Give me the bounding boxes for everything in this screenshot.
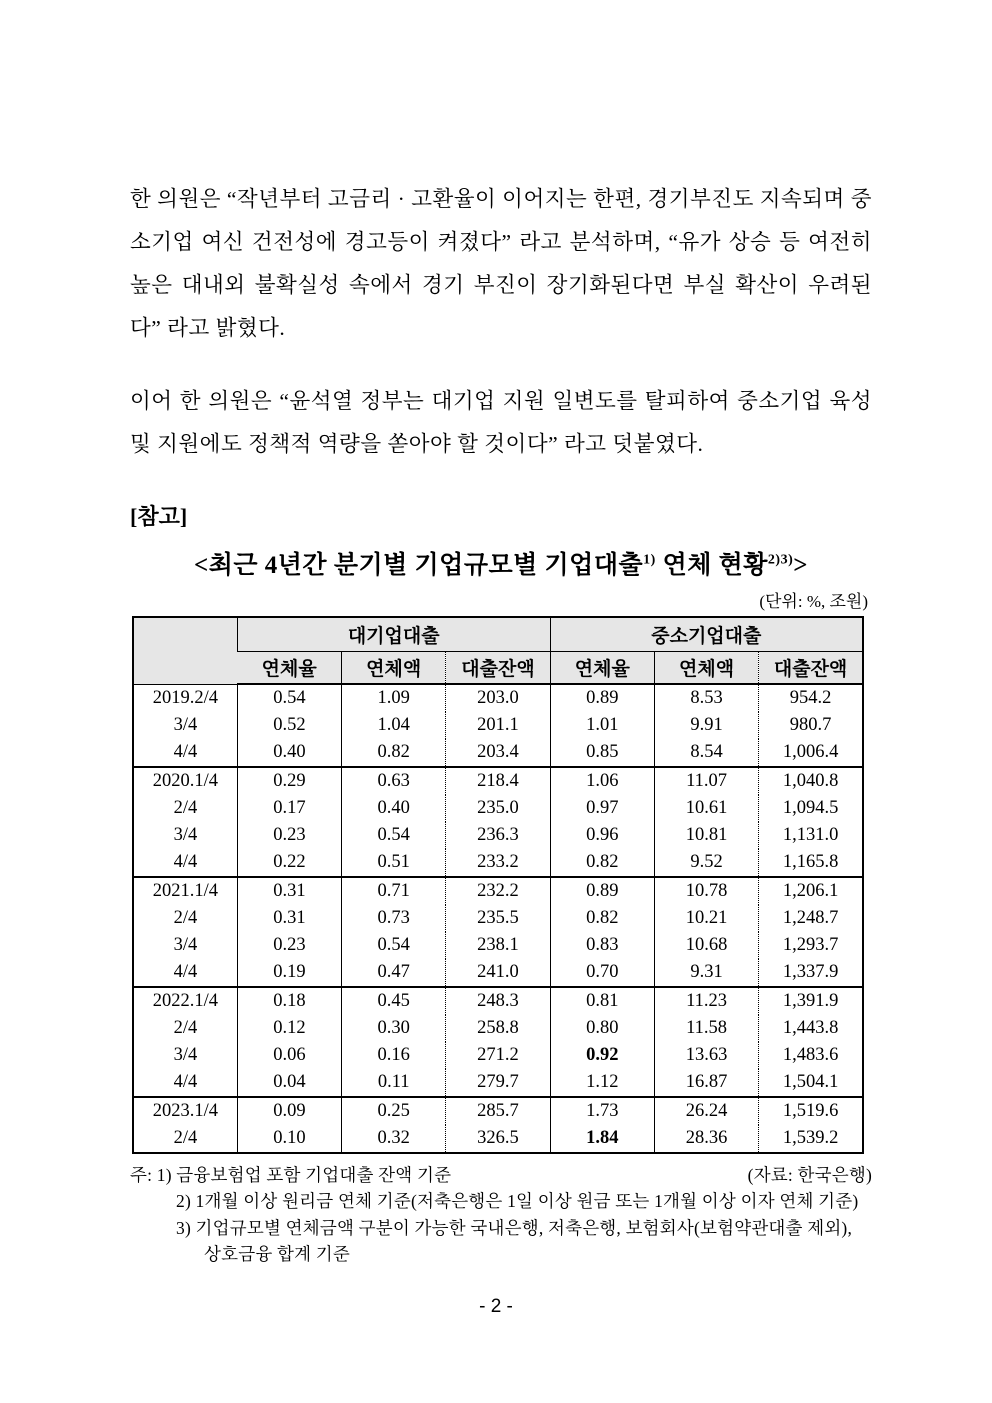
value-cell: 1,519.6 [759,1097,863,1125]
sub-header-sme-amount: 연체액 [654,652,758,685]
value-cell: 1,293.7 [759,932,863,959]
table-row [133,1125,863,1153]
table-title-prefix: <최근 4년간 분기별 기업규모별 기업대출 [193,552,644,579]
paragraph-statement: 이어 한 의원은 “윤석열 정부는 대기업 지원 일변도를 탈피하여 중소기업 육성 및 지원에도 정책적 역량을 쏟아야 할 것이다” 라고 덧붙였다. [130,389,872,456]
value-cell: 0.04 [237,1069,341,1097]
value-cell: 0.54 [342,822,446,849]
value-cell: 0.63 [342,767,446,795]
value-cell: 279.7 [446,1069,550,1097]
value-cell: 0.70 [550,959,654,987]
footnote-line-1 [130,1162,872,1188]
value-cell: 0.12 [237,1015,341,1042]
table-row [133,767,863,795]
reference-label: [참고] [130,504,188,529]
footnote-1: 주: 1) 금융보험업 포함 기업대출 잔액 기준 [130,1165,452,1185]
period-cell: 2021.1/4 [133,877,237,905]
value-cell: 11.07 [654,767,758,795]
period-cell: 4/4 [173,852,198,872]
value-cell: 0.52 [237,712,341,739]
loan-delinquency-table [132,616,864,1154]
value-cell: 201.1 [446,712,550,739]
value-cell: 232.2 [446,877,550,905]
table-row [133,1042,863,1069]
footnote-3: 3) 기업규모별 연체금액 구분이 가능한 국내은행, 저축은행, 보험회사(보험약관대출 제외), 상호금융 합계 기준 [176,1217,853,1264]
group-header-large-corp: 대기업대출 [237,617,550,652]
value-cell: 248.3 [446,987,550,1015]
value-cell: 0.31 [237,877,341,905]
period-cell: 2/4 [173,798,198,818]
value-cell: 10.21 [654,905,758,932]
table-row [133,905,863,932]
value-cell: 0.10 [237,1125,341,1153]
table-row [133,932,863,959]
value-cell: 1,391.9 [759,987,863,1015]
value-cell: 0.82 [342,739,446,767]
value-cell: 10.78 [654,877,758,905]
value-cell: 1,094.5 [759,795,863,822]
value-cell: 0.54 [237,684,341,712]
period-cell: 2019.2/4 [152,687,219,708]
table-row [133,849,863,877]
value-cell: 0.31 [237,905,341,932]
value-cell: 0.23 [237,932,341,959]
value-cell: 0.32 [342,1125,446,1153]
value-cell: 1.12 [550,1069,654,1097]
value-cell: 10.61 [654,795,758,822]
value-cell: 954.2 [759,684,863,712]
value-cell: 0.80 [550,1015,654,1042]
value-cell: 0.40 [342,795,446,822]
group-header-row [133,617,863,652]
table-title-suffix: > [793,552,808,579]
value-cell: 11.23 [654,987,758,1015]
table-row [133,959,863,987]
table-row [133,712,863,739]
table-row [133,739,863,767]
value-cell: 0.25 [342,1097,446,1125]
value-cell: 0.96 [550,822,654,849]
value-cell: 1,131.0 [759,822,863,849]
value-cell: 1,337.9 [759,959,863,987]
paragraph-analysis: 한 의원은 “작년부터 고금리 · 고환율이 이어지는 한편, 경기부진도 지속되며 중소기업 여신 건전성에 경고등이 켜졌다” 라고 분석하며, “유가 상승 등 여전히 높은 대내외 불확실성 속에서 경기 부진이 장기화된다면 부실 확산이 우려된다” 라고 밝혔다. [130,187,872,340]
period-cell: 4/4 [173,1072,198,1092]
period-cell: 3/4 [173,1045,198,1065]
period-cell: 2/4 [173,1128,198,1148]
period-cell: 2022.1/4 [133,987,237,1015]
value-cell: 8.53 [654,684,758,712]
value-cell: 1.09 [342,684,446,712]
value-cell: 258.8 [446,1015,550,1042]
page-number: - 2 - [479,1296,513,1317]
value-cell: 218.4 [446,767,550,795]
table-row [133,877,863,905]
value-cell: 10.68 [654,932,758,959]
period-cell: 2020.1/4 [133,767,237,795]
period-cell: 4/4 [173,742,198,762]
unit-note: (단위: %, 조원) [759,592,868,611]
value-cell: 1,040.8 [759,767,863,795]
table-row [133,987,863,1015]
table-row [133,795,863,822]
value-cell: 1.06 [550,767,654,795]
period-cell: 2/4 [173,908,198,928]
value-cell: 326.5 [446,1125,550,1153]
group-header-sme: 중소기업대출 [550,617,863,652]
table-row [133,1015,863,1042]
period-cell: 3/4 [173,715,198,735]
footnote-marker-2-3: 2)3) [767,552,794,568]
table-title [130,545,872,581]
sub-header-sme-rate: 연체율 [550,652,654,685]
value-cell: 203.4 [446,739,550,767]
table-row [133,1097,863,1125]
value-cell: 1,248.7 [759,905,863,932]
value-cell: 235.0 [446,795,550,822]
table-row [133,822,863,849]
value-cell: 1,539.2 [759,1125,863,1153]
value-cell: 0.06 [237,1042,341,1069]
footnote-2: 2) 1개월 이상 원리금 연체 기준(저축은행은 1일 이상 원금 또는 1개월 이상 이자 연체 기준) [176,1191,859,1212]
value-cell: 8.54 [654,739,758,767]
table-footnotes [130,1162,872,1267]
value-cell: 1,483.6 [759,1042,863,1069]
value-cell: 0.89 [550,684,654,712]
value-cell: 9.91 [654,712,758,739]
value-cell: 1,206.1 [759,877,863,905]
value-cell: 0.17 [237,795,341,822]
value-cell: 203.0 [446,684,550,712]
value-cell: 0.81 [550,987,654,1015]
table-title-mid: 연체 현황 [655,552,768,579]
value-cell: 0.83 [550,932,654,959]
source-label: (자료: 한국은행) [747,1165,872,1185]
table-row [133,1069,863,1097]
corner-cell [133,617,237,684]
value-cell: 238.1 [446,932,550,959]
value-cell: 16.87 [654,1069,758,1097]
value-cell: 0.30 [342,1015,446,1042]
value-cell: 1.84 [550,1125,654,1153]
value-cell: 13.63 [654,1042,758,1069]
value-cell: 1.73 [550,1097,654,1125]
value-cell: 0.47 [342,959,446,987]
value-cell: 0.73 [342,905,446,932]
period-cell: 2/4 [173,1018,198,1038]
value-cell: 0.22 [237,849,341,877]
value-cell: 9.31 [654,959,758,987]
sub-header-large-balance: 대출잔액 [446,652,550,685]
value-cell: 1,443.8 [759,1015,863,1042]
period-cell: 4/4 [173,962,198,982]
value-cell: 0.82 [550,849,654,877]
footnote-marker-1: 1) [643,552,656,568]
period-cell: 3/4 [173,825,198,845]
value-cell: 0.51 [342,849,446,877]
value-cell: 1,006.4 [759,739,863,767]
value-cell: 0.09 [237,1097,341,1125]
value-cell: 10.81 [654,822,758,849]
sub-header-large-amount: 연체액 [342,652,446,685]
sub-header-row [133,652,863,685]
sub-header-sme-balance: 대출잔액 [759,652,863,685]
value-cell: 0.92 [550,1042,654,1069]
value-cell: 0.19 [237,959,341,987]
value-cell: 0.29 [237,767,341,795]
value-cell: 0.71 [342,877,446,905]
value-cell: 1,504.1 [759,1069,863,1097]
value-cell: 26.24 [654,1097,758,1125]
period-cell: 2023.1/4 [133,1097,237,1125]
value-cell: 241.0 [446,959,550,987]
table-row [133,684,863,712]
value-cell: 11.58 [654,1015,758,1042]
value-cell: 233.2 [446,849,550,877]
value-cell: 980.7 [759,712,863,739]
value-cell: 9.52 [654,849,758,877]
value-cell: 0.85 [550,739,654,767]
value-cell: 236.3 [446,822,550,849]
value-cell: 285.7 [446,1097,550,1125]
value-cell: 0.40 [237,739,341,767]
value-cell: 271.2 [446,1042,550,1069]
value-cell: 0.11 [342,1069,446,1097]
value-cell: 28.36 [654,1125,758,1153]
value-cell: 235.5 [446,905,550,932]
value-cell: 0.82 [550,905,654,932]
value-cell: 1,165.8 [759,849,863,877]
value-cell: 1.04 [342,712,446,739]
value-cell: 0.54 [342,932,446,959]
sub-header-large-rate: 연체율 [237,652,341,685]
period-cell: 3/4 [173,935,198,955]
value-cell: 0.89 [550,877,654,905]
value-cell: 0.97 [550,795,654,822]
value-cell: 0.18 [237,987,341,1015]
value-cell: 1.01 [550,712,654,739]
value-cell: 0.23 [237,822,341,849]
value-cell: 0.45 [342,987,446,1015]
value-cell: 0.16 [342,1042,446,1069]
